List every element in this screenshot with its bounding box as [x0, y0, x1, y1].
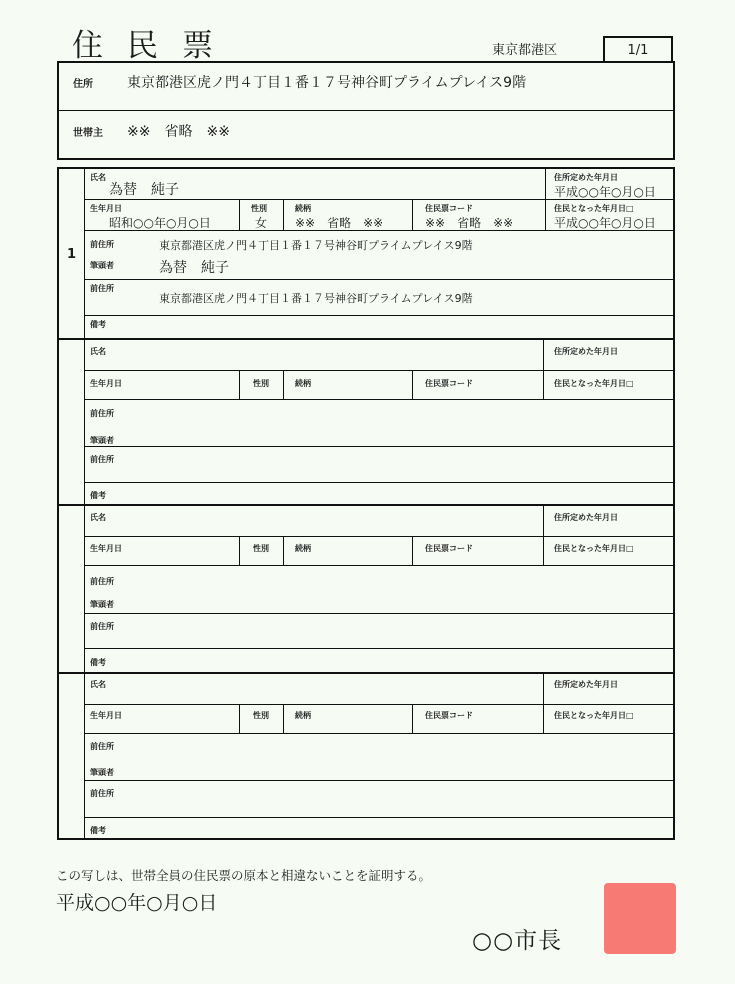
resident-record-1 [57, 167, 675, 340]
sex-value: 女 [255, 216, 268, 230]
head-label: 筆頭者 [90, 600, 114, 609]
sex-label: 性別 [253, 379, 269, 388]
birth-label: 生年月日 [90, 379, 122, 388]
resident-date-value: 平成○○年○月○日 [554, 216, 656, 230]
record-number [59, 340, 85, 504]
head-label: 筆頭者 [90, 261, 114, 270]
head-label: 筆頭者 [90, 436, 114, 445]
name-label: 氏名 [90, 173, 106, 182]
name-label: 氏名 [90, 513, 106, 522]
address-date-label: 住所定めた年月日 [554, 347, 618, 356]
issue-date: 平成○○年○月○日 [56, 892, 218, 914]
notes-label: 備考 [90, 826, 106, 835]
resident-record-2 [57, 338, 675, 506]
address-date-label: 住所定めた年月日 [554, 173, 618, 182]
resident-record-4 [57, 672, 675, 840]
address-date-value: 平成○○年○月○日 [554, 185, 656, 199]
relation-value: ※※ 省略 ※※ [295, 216, 384, 230]
address-value: 東京都港区虎ノ門４丁目１番１７号神谷町プライムプレイス9階 [127, 75, 527, 91]
head-label: 世帯主 [73, 128, 103, 139]
record-number [59, 506, 85, 672]
notes-label: 備考 [90, 320, 106, 329]
code-label: 住民票コード [425, 204, 473, 213]
name-value: 為替 純子 [109, 182, 179, 198]
prev-address-label: 前住所 [90, 284, 114, 293]
birth-value: 昭和○○年○月○日 [109, 216, 211, 230]
prev-address-label: 前住所 [90, 577, 114, 586]
prev-address-label: 前住所 [90, 622, 114, 631]
prev-address-value: 東京都港区虎ノ門４丁目１番１７号神谷町プライムプレイス9階 [159, 239, 473, 252]
record-number: 1 [59, 169, 85, 338]
resident-record-3 [57, 504, 675, 674]
address-date-label: 住所定めた年月日 [554, 680, 618, 689]
code-value: ※※ 省略 ※※ [425, 216, 514, 230]
sex-label: 性別 [253, 544, 269, 553]
relation-label: 続柄 [295, 544, 311, 553]
code-label: 住民票コード [425, 711, 473, 720]
resident-date-label: 住民となった年月日□ [554, 379, 634, 388]
notes-label: 備考 [90, 658, 106, 667]
birth-label: 生年月日 [90, 204, 122, 213]
head-value: ※※ 省略 ※※ [127, 124, 230, 140]
sex-label: 性別 [253, 711, 269, 720]
official-seal-stamp [604, 883, 676, 954]
name-label: 氏名 [90, 347, 106, 356]
resident-date-label: 住民となった年月日□ [554, 711, 634, 720]
certification-text: この写しは、世帯全員の住民票の原本と相違ないことを証明する。 [56, 868, 432, 883]
relation-label: 続柄 [295, 711, 311, 720]
document-title: 住民票 [72, 28, 237, 64]
prev-address-label: 前住所 [90, 742, 114, 751]
head-label: 筆頭者 [90, 768, 114, 777]
notes-label: 備考 [90, 491, 106, 500]
birth-label: 生年月日 [90, 711, 122, 720]
code-label: 住民票コード [425, 379, 473, 388]
prev-address-label: 前住所 [90, 455, 114, 464]
page-indicator: 1/1 [603, 36, 673, 61]
prev-address-value: 東京都港区虎ノ門４丁目１番１７号神谷町プライムプレイス9階 [159, 292, 473, 305]
relation-label: 続柄 [295, 379, 311, 388]
resident-date-label: 住民となった年月日□ [554, 544, 634, 553]
prev-address-label: 前住所 [90, 409, 114, 418]
record-number [59, 674, 85, 838]
resident-date-label: 住民となった年月日□ [554, 204, 634, 213]
head-value: 為替 純子 [159, 260, 229, 276]
address-label: 住所 [73, 79, 93, 90]
relation-label: 続柄 [295, 204, 311, 213]
household-box [57, 61, 675, 160]
sex-label: 性別 [251, 204, 267, 213]
birth-label: 生年月日 [90, 544, 122, 553]
issuer-ward: 東京都港区 [492, 43, 558, 58]
name-label: 氏名 [90, 680, 106, 689]
prev-address-label: 前住所 [90, 240, 114, 249]
mayor-name: ○○市長 [472, 928, 563, 954]
code-label: 住民票コード [425, 544, 473, 553]
divider [59, 110, 673, 111]
prev-address-label: 前住所 [90, 789, 114, 798]
address-date-label: 住所定めた年月日 [554, 513, 618, 522]
